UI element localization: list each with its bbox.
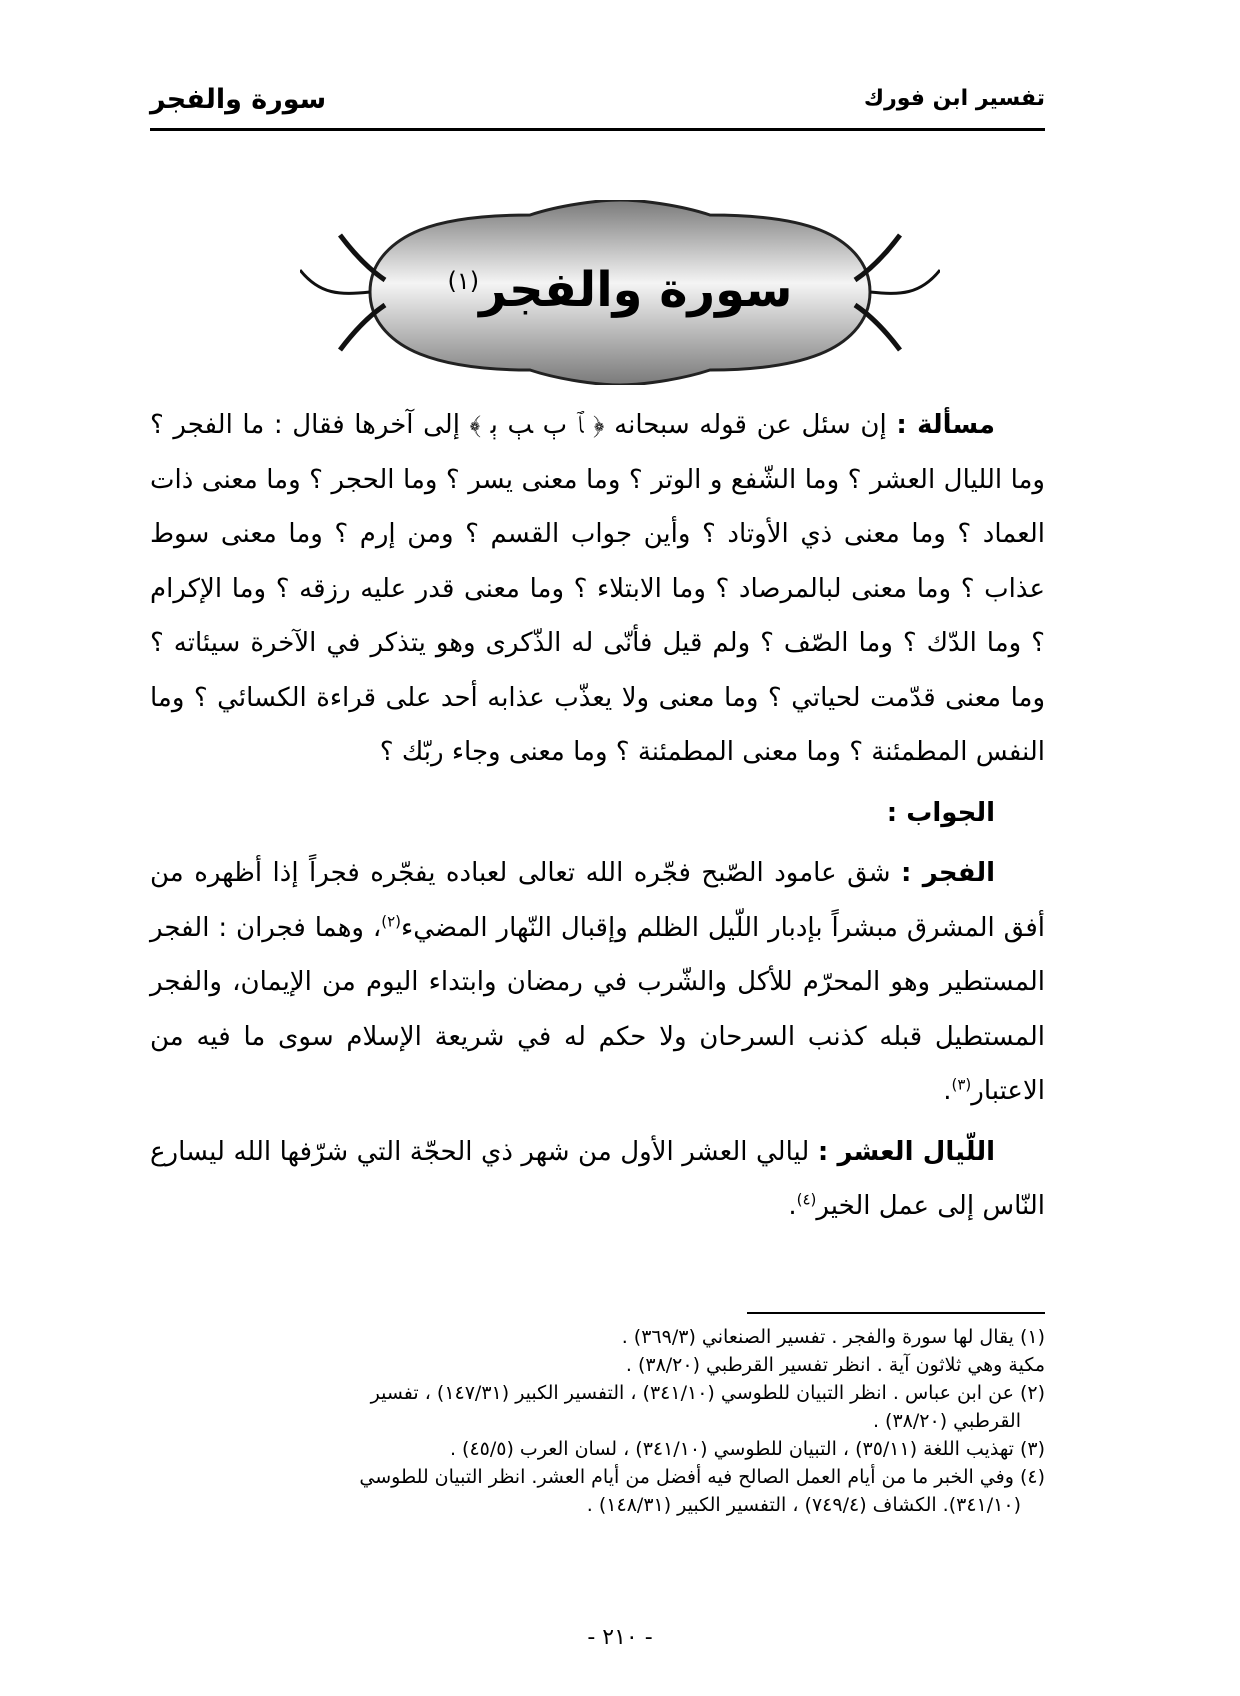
footnote-ref-4: (٤) xyxy=(796,1190,817,1209)
fajr-paragraph xyxy=(150,846,1045,1119)
main-text xyxy=(150,398,1045,1234)
page-header xyxy=(150,78,1045,131)
footnote-2a: (٢) عن ابن عباس . انظر التبيان للطوسي (٣٤١/١٠) ، التفسير الكبير (١٤٧/٣١) ، تفسير xyxy=(370,1382,1045,1404)
footnote-ref-2: (٢) xyxy=(381,911,402,930)
footnote-4b: (٣٤١/١٠). الكشاف (٧٤٩/٤) ، التفسير الكبير (١٤٨/٣١) . xyxy=(586,1494,1021,1516)
footnote-4a: (٤) وفي الخبر ما من أيام العمل الصالح فيه أفضل من أيام العشر. انظر التبيان للطوسي xyxy=(359,1466,1045,1488)
surah-title xyxy=(300,262,940,318)
surah-title-banner xyxy=(300,200,940,385)
period: . xyxy=(788,1191,797,1221)
layal-label: اللّيال العشر : xyxy=(817,1136,996,1167)
page-number: - ٢١٠ - xyxy=(587,1625,653,1650)
question-text: إن سئل عن قوله سبحانه ﴿ ﭑ ﭒ ﭓ ﭔ ﴾ إلى آخرها فقال : ما الفجر ؟ وما الليال العشر ؟ وما الشّفع و الوتر ؟ وما معنى يسر ؟ وما الحجر ؟ وما معنى ذات العماد ؟ وما معنى ذي الأوتاد ؟ وأين جواب القسم ؟ ومن إرم ؟ وما معنى سوط عذاب ؟ وما معنى لبالمرصاد ؟ وما الابتلاء ؟ وما معنى قدر عليه رزقه ؟ وما الإكرام ؟ وما الدّك ؟ وما الصّف ؟ ولم قيل فأنّى له الذّكرى وهو يتذكر في الآخرة سيئاته ؟ وما معنى قدّمت لحياتي ؟ وما معنى ولا يعذّب عذابه أحد على قراءة الكسائي ؟ وما النفس المطمئنة ؟ وما معنى المطمئنة ؟ وما معنى وجاء ربّك ؟ xyxy=(150,410,1045,767)
footnote-1a: (١) يقال لها سورة والفجر . تفسير الصنعاني (٣٦٩/٣) . xyxy=(621,1326,1045,1348)
title-footnote-mark: (١) xyxy=(447,267,480,295)
period: . xyxy=(943,1076,952,1106)
layal-text: ليالي العشر الأول من شهر ذي الحجّة التي شرّفها الله ليسارع النّاس إلى عمل الخير xyxy=(150,1136,1045,1221)
footnote-2b: القرطبي (٣٨/٢٠) . xyxy=(872,1410,1021,1432)
answer-heading xyxy=(150,786,1045,841)
surah-running-title: سورة والفجر xyxy=(150,84,327,115)
footnote-separator xyxy=(747,1312,1045,1314)
fajr-text-2: ، وهما فجران : الفجر المستطير وهو المحرّم للأكل والشّرب في رمضان وابتداء اليوم من الإيمان، والفجر المستطيل قبله كذنب السرحان ولا حكم له في شريعة الإسلام سوى ما فيه من الاعتبار xyxy=(150,912,1045,1106)
answer-label: الجواب : xyxy=(886,797,995,828)
footnote-ref-3: (٣) xyxy=(951,1075,972,1094)
question-label: مسألة : xyxy=(896,410,995,440)
footnote-1b: مكية وهي ثلاثون آية . انظر تفسير القرطبي (٣٨/٢٠) . xyxy=(625,1354,1045,1376)
fajr-label: الفجر : xyxy=(901,858,995,888)
footnotes xyxy=(150,1323,1045,1519)
fajr-text-1: شق عامود الصّبح فجّره الله تعالى لعباده يفجّره فجراً إذا أظهره من أفق المشرق مبشراً بإدبار اللّيل الظلم وإقبال النّهار المضيء xyxy=(150,858,1045,943)
layal-paragraph xyxy=(150,1125,1045,1234)
book-title: تفسير ابن فورك xyxy=(863,86,1045,111)
question-paragraph xyxy=(150,398,1045,780)
surah-title-text: سورة والفجر xyxy=(479,262,793,318)
footnote-3: (٣) تهذيب اللغة (٣٥/١١) ، التبيان للطوسي (٣٤١/١٠) ، لسان العرب (٤٥/٥) . xyxy=(449,1438,1045,1460)
